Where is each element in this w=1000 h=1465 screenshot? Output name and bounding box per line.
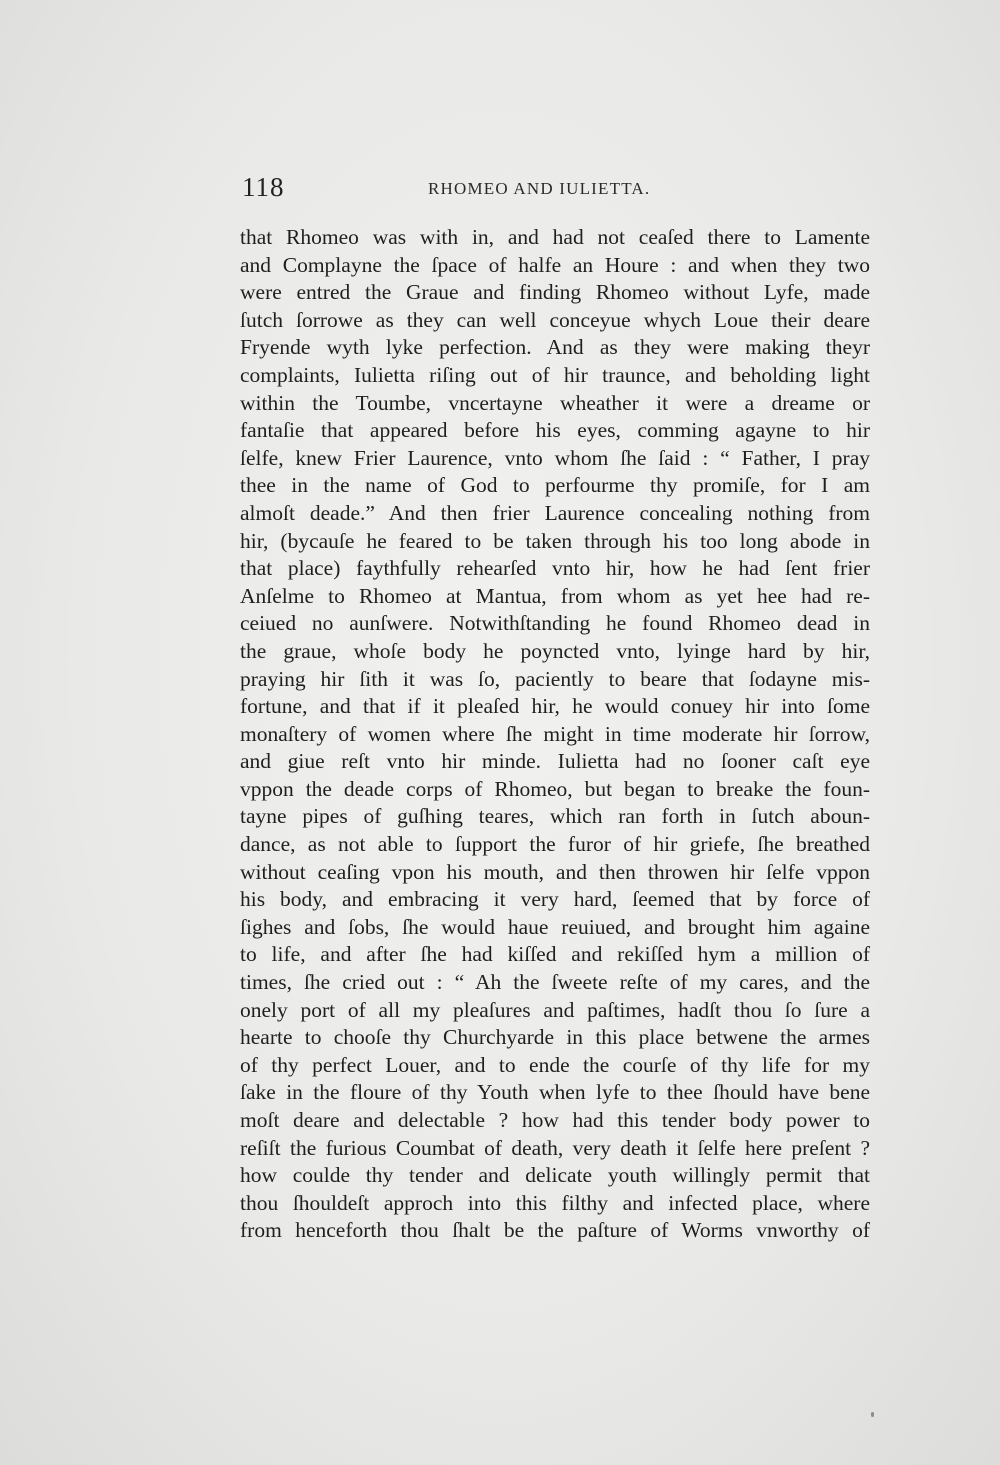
text-line: fantaſie that appeared before his eyes, comming agayne to hir bbox=[240, 418, 870, 443]
text-line: of thy perfect Louer, and to ende the courſe of thy life for my bbox=[240, 1052, 870, 1077]
text-line: Fryende wyth lyke perfection. And as they were making theyr bbox=[240, 335, 870, 360]
text-line: tayne pipes of guſhing teares, which ran forth in ſutch aboun- bbox=[240, 804, 870, 829]
text-line: hir, (bycauſe he feared to be taken through his too long abode in bbox=[240, 528, 870, 553]
text-line: praying hir ſith it was ſo, paciently to beare that ſodayne mis- bbox=[240, 666, 870, 691]
text-line: ſighes and ſobs, ſhe would haue reuiued, and brought him againe bbox=[240, 914, 870, 939]
text-line: reſiſt the furious Coumbat of death, very death it ſelfe here preſent ? bbox=[240, 1135, 870, 1160]
text-line: that place) faythfully rehearſed vnto hir, how he had ſent frier bbox=[240, 556, 870, 581]
running-title: RHOMEO AND IULIETTA. bbox=[428, 179, 651, 198]
text-line: moſt deare and delectable ? how had this tender body power to bbox=[240, 1108, 870, 1132]
text-line: from henceforth thou ſhalt be the paſture of Worms vnworthy of bbox=[240, 1218, 870, 1243]
text-line: monaſtery of women where ſhe might in time moderate hir ſorrow, bbox=[240, 721, 870, 746]
text-line: dance, as not able to ſupport the furor of hir griefe, ſhe breathed bbox=[240, 832, 870, 857]
text-line: and giue reſt vnto hir minde. Iulietta had no ſooner caſt eye bbox=[240, 749, 870, 774]
text-line: without ceaſing vpon his mouth, and then throwen hir ſelfe vppon bbox=[240, 859, 870, 884]
text-line: fortune, and that if it pleaſed hir, he would conuey hir into ſome bbox=[240, 694, 870, 719]
text-line: that Rhomeo was with in, and had not ceaſed there to Lamente bbox=[240, 225, 870, 249]
text-line: ceiued no aunſwere. Notwithſtanding he found Rhomeo dead in bbox=[240, 611, 870, 636]
text-line: ſutch ſorrowe as they can well conceyue whych Loue their deare bbox=[240, 307, 870, 332]
text-line: hearte to chooſe thy Churchyarde in this place betwene the armes bbox=[240, 1025, 870, 1050]
text-line: almoſt deade.” And then frier Laurence concealing nothing from bbox=[240, 500, 870, 525]
text-line: were entred the Graue and finding Rhomeo without Lyfe, made bbox=[240, 280, 870, 305]
page-header bbox=[240, 172, 870, 202]
text-line: complaints, Iulietta riſing out of hir traunce, and beholding light bbox=[240, 362, 870, 387]
text-line: thou ſhouldeſt approch into this filthy and infected place, where bbox=[240, 1190, 870, 1215]
text-line: vppon the deade corps of Rhomeo, but began to breake the foun- bbox=[240, 776, 870, 801]
text-line: within the Toumbe, vncertayne wheather it were a dreame or bbox=[240, 390, 870, 415]
text-line: his body, and embracing it very hard, ſeemed that by force of bbox=[240, 887, 870, 912]
text-line: the graue, whoſe body he poyncted vnto, lyinge hard by hir, bbox=[240, 638, 870, 663]
page-number: 118 bbox=[242, 172, 285, 202]
text-line: how coulde thy tender and delicate youth willingly permit that bbox=[240, 1163, 870, 1188]
text-line: to life, and after ſhe had kiſſed and rekiſſed hym a million of bbox=[240, 942, 870, 967]
text-line: ſake in the floure of thy Youth when lyfe to thee ſhould have bene bbox=[240, 1080, 870, 1105]
text-line: thee in the name of God to perfourme thy promiſe, for I am bbox=[240, 473, 870, 498]
text-line: times, ſhe cried out : “ Ah the ſweete reſte of my cares, and the bbox=[240, 970, 870, 995]
paper-speck bbox=[871, 1412, 874, 1417]
body-text bbox=[240, 224, 870, 1245]
text-line: onely port of all my pleaſures and paſtimes, hadſt thou ſo ſure a bbox=[240, 997, 870, 1022]
text-line: ſelfe, knew Frier Laurence, vnto whom ſhe ſaid : “ Father, I pray bbox=[240, 445, 870, 470]
text-line: and Complayne the ſpace of halfe an Houre : and when they two bbox=[240, 252, 870, 277]
text-line: Anſelme to Rhomeo at Mantua, from whom as yet hee had re- bbox=[240, 583, 870, 608]
